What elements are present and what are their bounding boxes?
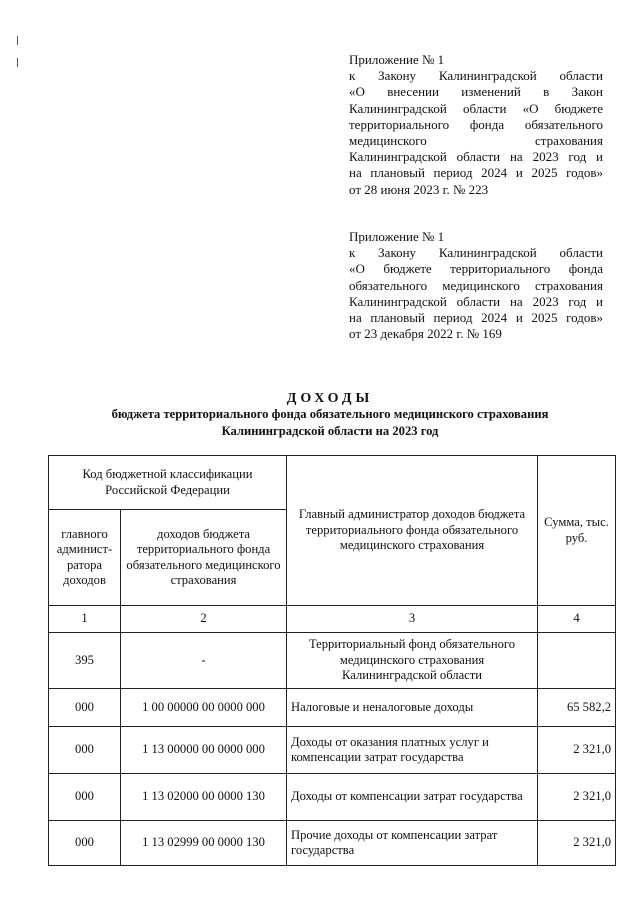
annex-line: территориального фонда обязательного	[349, 116, 603, 132]
annex-line: Калининградской области «О бюджете	[349, 100, 603, 116]
column-number: 4	[538, 606, 616, 633]
table-row	[49, 689, 616, 727]
header-kbk-group: Код бюджетной классификации Российской Федерации	[49, 456, 287, 510]
annex-line: от 28 июня 2023 г. № 223	[349, 181, 489, 197]
table-row	[49, 727, 616, 774]
document-title: ДОХОДЫ	[286, 391, 374, 406]
annex-line: «О внесении изменений в Закон	[349, 84, 603, 100]
cell-amount: 65 582,2	[538, 689, 616, 727]
annex-line: Приложение № 1	[349, 52, 445, 67]
annex-line: от 23 декабря 2022 г. № 169	[349, 326, 502, 342]
annex-previous	[349, 229, 603, 342]
column-number: 1	[49, 606, 121, 633]
header-income-code: доходов бюджета территориального фонда обязательного медицинского страхования	[121, 510, 287, 606]
cell-amount	[538, 633, 616, 689]
cell-income-code: 1 13 00000 00 0000 000	[121, 727, 287, 774]
cell-admin-code: 000	[49, 821, 121, 866]
cell-name: Территориальный фонд обязательного медицинского страхования Калининградской области	[287, 633, 538, 689]
cell-name: Налоговые и неналоговые доходы	[287, 689, 538, 727]
cell-income-code: 1 13 02999 00 0000 130	[121, 821, 287, 866]
cell-admin-code: 000	[49, 689, 121, 727]
annex-line: обязательного медицинского страхования	[349, 277, 603, 293]
cell-amount: 2 321,0	[538, 774, 616, 821]
income-table	[48, 455, 616, 866]
annex-line: «О бюджете территориального фонда	[349, 261, 603, 277]
cell-admin-code: 395	[49, 633, 121, 689]
cell-income-code: 1 00 00000 00 0000 000	[121, 689, 287, 727]
document-subtitle: Калининградской области на 2023 год	[221, 424, 439, 438]
cell-amount: 2 321,0	[538, 821, 616, 866]
table-row	[49, 633, 616, 689]
annex-line: на плановый период 2024 и 2025 годов»	[349, 165, 603, 181]
annex-line: к Закону Калининградской области	[349, 245, 603, 261]
annex-current	[349, 52, 603, 198]
cell-name: Доходы от компенсации затрат государства	[287, 774, 538, 821]
cell-admin-code: 000	[49, 727, 121, 774]
annex-line: Калининградской области на 2023 год и	[349, 149, 603, 165]
cell-admin-code: 000	[49, 774, 121, 821]
cell-income-code: -	[121, 633, 287, 689]
document-subtitle: бюджета территориального фонда обязательного медицинского страхования	[111, 407, 549, 421]
column-number: 3	[287, 606, 538, 633]
header-admin-code: главного админист-ратора доходов	[49, 510, 121, 606]
annex-line: к Закону Калининградской области	[349, 68, 603, 84]
cell-income-code: 1 13 02000 00 0000 130	[121, 774, 287, 821]
cell-name: Прочие доходы от компенсации затрат государства	[287, 821, 538, 866]
column-number: 2	[121, 606, 287, 633]
table-row	[49, 774, 616, 821]
scan-edge-mark	[17, 36, 18, 45]
annex-line: на плановый период 2024 и 2025 годов»	[349, 310, 603, 326]
annex-line: Калининградской области на 2023 год и	[349, 293, 603, 309]
header-administrator: Главный администратор доходов бюджета территориального фонда обязательного медицинского страхования	[287, 456, 538, 606]
cell-amount: 2 321,0	[538, 727, 616, 774]
annex-line: медицинского страхования	[349, 133, 603, 149]
scan-edge-mark	[17, 58, 18, 67]
cell-name: Доходы от оказания платных услуг и компенсации затрат государства	[287, 727, 538, 774]
annex-line: Приложение № 1	[349, 229, 445, 244]
table-row	[49, 821, 616, 866]
header-amount: Сумма, тыс. руб.	[538, 456, 616, 606]
